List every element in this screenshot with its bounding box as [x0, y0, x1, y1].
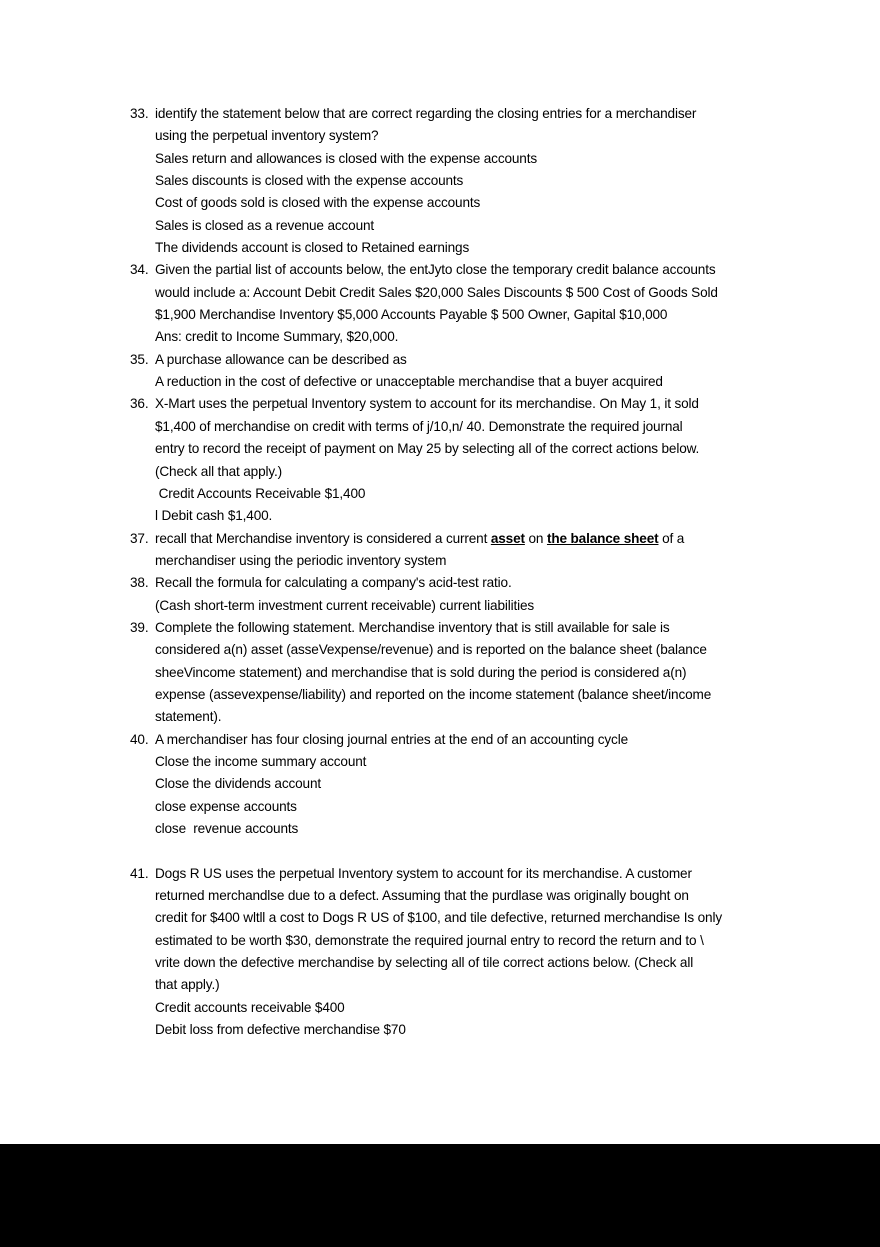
question-35: [130, 349, 780, 394]
question-40: [130, 729, 780, 841]
question-number: 35.: [130, 351, 149, 367]
question-37: [130, 528, 780, 573]
question-text: expense (assevexpense/liability) and reported on the income statement (balance sheet/income: [155, 686, 712, 702]
question-number: 39.: [130, 619, 149, 635]
answer-option: Close the income summary account: [155, 753, 367, 769]
question-text: sheeVincome statement) and merchandise that is sold during the period is considered a(n): [155, 664, 687, 680]
question-text: Recall the formula for calculating a company's acid-test ratio.: [155, 575, 512, 591]
question-text: [155, 528, 780, 550]
question-text: would include a: Account Debit Credit Sales $20,000 Sales Discounts $ 500 Cost of Goods Sold: [155, 284, 718, 300]
paragraph-spacer: [130, 840, 780, 862]
question-number: 38.: [130, 575, 149, 591]
question-text: estimated to be worth $30, demonstrate the required journal entry to record the return and to \: [155, 932, 704, 948]
question-text: Dogs R US uses the perpetual Inventory system to account for its merchandise. A customer: [155, 865, 692, 881]
answer-text: A reduction in the cost of defective or unacceptable merchandise that a buyer acquired: [155, 374, 663, 390]
question-number: 34.: [130, 262, 149, 278]
answer-option: Debit loss from defective merchandise $70: [155, 1022, 406, 1038]
answer-option: Close the dividends account: [155, 776, 321, 792]
emphasized-answer-balance-sheet: the balance sheet: [546, 530, 659, 546]
question-list: [130, 103, 780, 1041]
question-41: [130, 863, 780, 1042]
question-text: X-Mart uses the perpetual Inventory system to account for its merchandise. On May 1, it sold: [155, 396, 699, 412]
answer-option: Sales discounts is closed with the expense accounts: [155, 173, 464, 189]
question-number: 33.: [130, 106, 149, 121]
question-text: statement).: [155, 709, 222, 725]
black-footer-bar: [0, 1144, 880, 1247]
question-text: that apply.): [155, 977, 220, 993]
question-number: 41.: [130, 865, 149, 881]
question-text-part: on: [524, 530, 547, 546]
answer-option: Sales is closed as a revenue account: [155, 217, 375, 233]
question-number: 40.: [130, 731, 149, 747]
question-33: [130, 103, 780, 259]
question-text: A merchandiser has four closing journal entries at the end of an accounting cycle: [155, 731, 628, 747]
emphasized-answer-asset: asset: [490, 530, 525, 546]
question-text: $1,900 Merchandise Inventory $5,000 Accounts Payable $ 500 Owner, Gapital $10,000: [155, 307, 668, 323]
question-text: identify the statement below that are correct regarding the closing entries for a merchandiser: [155, 106, 697, 121]
question-text-part: of a: [658, 530, 685, 546]
question-text: $1,400 of merchandise on credit with terms of j/10,n/ 40. Demonstrate the required journal: [155, 418, 683, 434]
question-number: 36.: [130, 396, 149, 412]
question-36: [130, 393, 780, 527]
question-34: [130, 259, 780, 348]
question-text: vrite down the defective merchandise by selecting all of tile correct actions below. (Check all: [155, 955, 694, 971]
answer-option: l Debit cash $1,400.: [155, 508, 273, 524]
question-text: using the perpetual inventory system?: [155, 128, 379, 144]
answer-option: close expense accounts: [155, 798, 297, 814]
question-39: [130, 617, 780, 729]
answer-text: Ans: credit to Income Summary, $20,000.: [155, 329, 399, 345]
question-text: merchandiser using the periodic inventory system: [155, 552, 447, 568]
answer-option: Cost of goods sold is closed with the expense accounts: [155, 195, 481, 211]
answer-option: The dividends account is closed to Retained earnings: [155, 240, 470, 256]
question-text-part: recall that Merchandise inventory is considered a current: [155, 530, 491, 546]
question-text: Complete the following statement. Merchandise inventory that is still available for sale is: [155, 619, 670, 635]
question-text: considered a(n) asset (asseVexpense/revenue) and is reported on the balance sheet (balance: [155, 642, 707, 658]
question-text: (Check all that apply.): [155, 463, 283, 479]
question-number: 37.: [130, 530, 149, 546]
question-text: returned merchandlse due to a defect. Assuming that the purdlase was originally bought on: [155, 888, 689, 904]
question-38: [130, 572, 780, 617]
answer-option: Sales return and allowances is closed with the expense accounts: [155, 150, 537, 166]
question-text: entry to record the receipt of payment on May 25 by selecting all of the correct actions below.: [155, 441, 700, 457]
answer-option: Credit Accounts Receivable $1,400: [155, 485, 366, 501]
answer-option: close revenue accounts: [155, 821, 299, 836]
answer-text: (Cash short-term investment current receivable) current liabilities: [155, 597, 535, 613]
question-text: credit for $400 wltll a cost to Dogs R US of $100, and tile defective, returned merchandise Is only: [155, 910, 722, 926]
answer-option: Credit accounts receivable $400: [155, 999, 345, 1015]
question-text: A purchase allowance can be described as: [155, 351, 407, 367]
question-text: Given the partial list of accounts below, the entJyto close the temporary credit balance accounts: [155, 262, 716, 278]
